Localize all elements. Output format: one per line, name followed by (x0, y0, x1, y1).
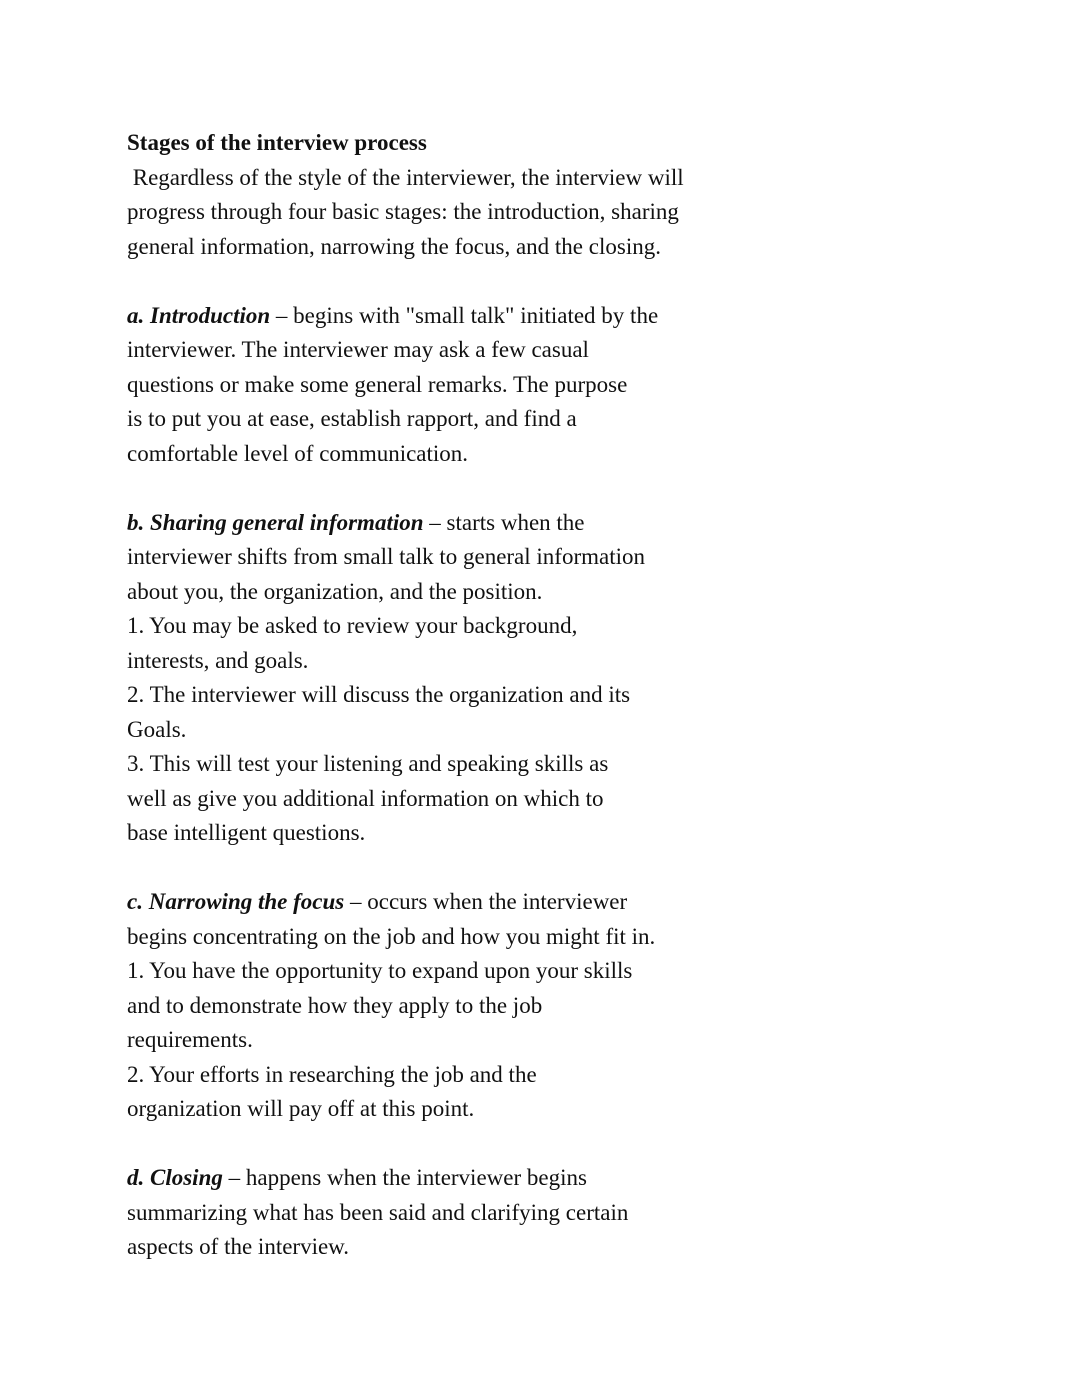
section-heading-introduction: a. Introduction (127, 302, 271, 328)
section-line: Goals. (127, 716, 187, 742)
list-item: 3. This will test your listening and speaking skills as (127, 751, 609, 776)
section-closing-first-line (127, 1161, 887, 1196)
intro-line: Regardless of the style of the interviewer, the interview will (127, 164, 684, 190)
document-title: Stages of the interview process (127, 130, 427, 155)
section-line: organization will pay off at this point. (127, 1096, 475, 1121)
section-sharing-first-line (127, 506, 887, 541)
section-line: questions or make some general remarks. The purpose (127, 371, 628, 397)
section-heading-closing: d. Closing (127, 1165, 223, 1190)
section-text: – happens when the interviewer begins (222, 1165, 587, 1190)
list-item: 2. Your efforts in researching the job and the (127, 1061, 537, 1087)
section-line: about you, the organization, and the position. (127, 578, 543, 604)
section-text: – occurs when the interviewer (344, 889, 628, 914)
section-line: requirements. (127, 1027, 253, 1052)
section-line: is to put you at ease, establish rapport, and find a (127, 406, 577, 431)
list-item: 2. The interviewer will discuss the organization and its (127, 682, 631, 707)
intro-line: general information, narrowing the focus, and the closing. (127, 233, 661, 259)
paragraph-gap (127, 1127, 887, 1162)
section-line: well as give you additional information on which to (127, 785, 604, 811)
section-text: – begins with "small talk" initiated by the (270, 302, 659, 328)
section-line: comfortable level of communication. (127, 440, 469, 466)
list-item: 1. You may be asked to review your background, (127, 613, 578, 638)
section-line: and to demonstrate how they apply to the job (127, 992, 543, 1018)
section-line: interests, and goals. (127, 647, 309, 673)
section-text: – starts when the (423, 509, 585, 535)
paragraph-gap (127, 264, 887, 299)
section-line: summarizing what has been said and clarifying certain (127, 1199, 629, 1225)
section-line: interviewer shifts from small talk to general information (127, 544, 645, 569)
section-introduction-first-line (127, 299, 887, 334)
section-heading-sharing: b. Sharing general information (127, 509, 424, 535)
paragraph-gap (127, 471, 887, 506)
section-heading-narrowing: c. Narrowing the focus (127, 889, 345, 914)
list-item: 1. You have the opportunity to expand upon your skills (127, 958, 633, 983)
intro-line: progress through four basic stages: the introduction, sharing (127, 199, 679, 224)
document-page (127, 126, 887, 1265)
section-narrowing-first-line (127, 885, 887, 920)
paragraph-gap (127, 851, 887, 886)
section-line: aspects of the interview. (127, 1234, 350, 1259)
section-line: begins concentrating on the job and how you might fit in. (127, 923, 656, 949)
section-line: interviewer. The interviewer may ask a few casual (127, 337, 589, 362)
section-line: base intelligent questions. (127, 820, 366, 845)
